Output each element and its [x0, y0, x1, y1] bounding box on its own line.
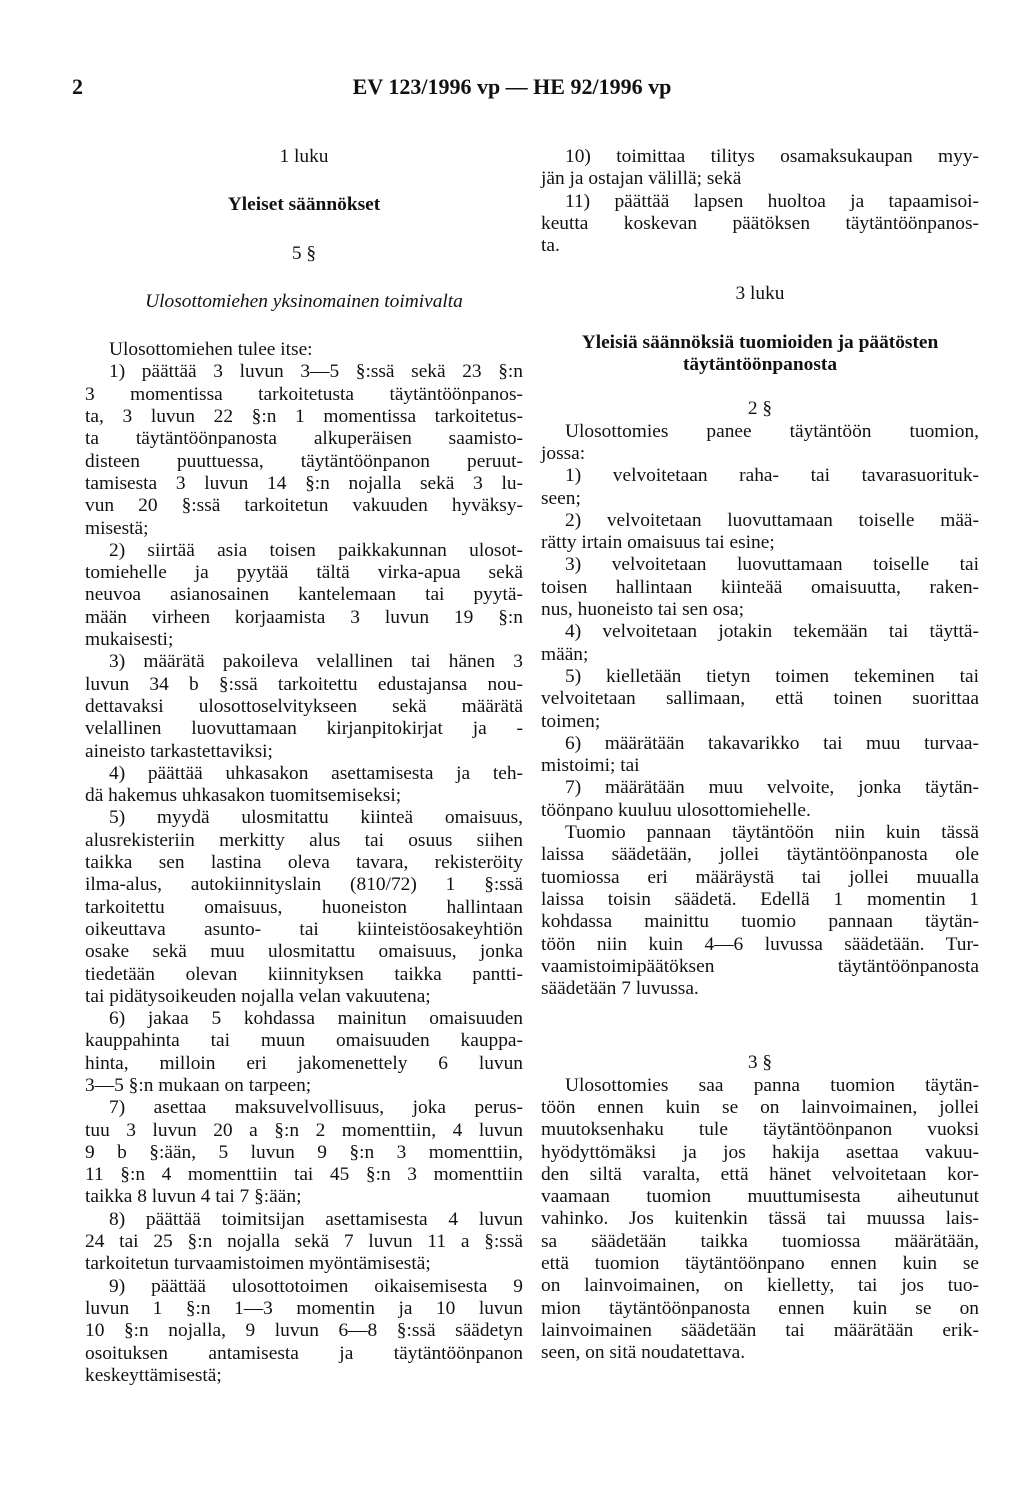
text-line: laissa toisin säädetä. Edellä 1 momentin 1 [541, 888, 979, 910]
text-line: oikeuttava asunto- tai kiinteistöosakeyhtiön [85, 918, 523, 940]
text-line: neuvoa asianosainen kantelemaan tai pyytä- [85, 584, 523, 606]
text-line: tiedetään olevan kiinnityksen taikka pantti- [85, 963, 523, 985]
text-line: toimen; [541, 710, 601, 732]
text-line: nus, huoneisto tai sen osa; [541, 599, 745, 621]
text-line: jän ja ostajan välillä; sekä [541, 168, 742, 190]
text-line: tarkoitettu omaisuus, huoneiston hallintaan [85, 896, 523, 918]
text-line: ta täytäntöönpanosta alkuperäisen saamisto- [85, 428, 523, 450]
text-line: 4) velvoitetaan jotakin tekemään tai täyttä- [565, 621, 979, 643]
text-line: 8) päättää toimitsijan asettamisesta 4 luvun [109, 1208, 523, 1230]
section-3-label: 3 § [747, 1052, 773, 1074]
text-line: mään; [541, 643, 589, 665]
chapter-3-title-line-1: Yleisiä säännöksiä tuomioiden ja päätösten [581, 331, 939, 353]
text-line: tuomiossa eri määräystä tai jollei muualla [541, 866, 979, 888]
left-column [85, 146, 523, 1387]
text-line: keutta koskevan päätöksen täytäntöönpanos- [541, 212, 979, 234]
text-line: jossa: [541, 442, 586, 464]
chapter-1-title: Yleiset säännökset [227, 194, 381, 216]
text-line: toisen hallintaan kiinteää omaisuutta, raken- [541, 576, 979, 598]
text-line: tomiehelle ja pyytää tältä virka-apua sekä [85, 562, 523, 584]
text-line: töön ennen kuin se on lainvoimainen, jollei [541, 1096, 979, 1118]
text-line: rätty irtain omaisuus tai esine; [541, 532, 775, 554]
page-number: 2 [72, 74, 83, 99]
chapter-3-label: 3 luku [735, 283, 785, 305]
text-line: velallinen luovuttamaan kirjanpitokirjat ja - [85, 718, 523, 740]
text-line: 6) jakaa 5 kohdassa mainitun omaisuuden [109, 1008, 523, 1030]
section-2-body [541, 421, 979, 1001]
text-line: töön niin kuin 4—6 luvussa säädetään. Tur- [541, 933, 979, 955]
chapter-3-title-line-2: täytäntöönpanosta [682, 354, 838, 376]
text-line: misestä; [85, 517, 149, 539]
text-line: kauppahinta tai muun omaisuuden kauppa- [85, 1030, 523, 1052]
text-line: vaamaan tuomion muuttumisesta aiheutunut [541, 1186, 979, 1208]
text-line: taikka 8 luvun 4 tai 7 §:ään; [85, 1186, 302, 1208]
text-line: seen, on sitä noudatettava. [541, 1342, 746, 1364]
text-line: alusrekisteriin merkitty alus tai osuus siihen [85, 829, 523, 851]
section-2-label: 2 § [747, 398, 773, 420]
text-line: tai pidätysoikeuden nojalla velan vakuutena; [85, 985, 431, 1007]
text-line: säädetään 7 luvussa. [541, 978, 699, 1000]
text-line: hyödyttömäksi ja jos hakija asettaa vakuu- [541, 1141, 979, 1163]
text-line: luvun 34 b §:ssä tarkoitettu edustajansa nou- [85, 673, 523, 695]
text-line: 1) päättää 3 luvun 3—5 §:ssä sekä 23 §:n [109, 361, 523, 383]
text-line: 9 b §:ään, 5 luvun 9 §:n 3 momenttiin, [85, 1141, 523, 1163]
text-line: aineisto tarkastettaviksi; [85, 740, 273, 762]
right-column [541, 146, 979, 1365]
text-line: 4) päättää uhkasakon asettamisesta ja teh- [109, 762, 523, 784]
text-line: 5) myydä ulosmitattu kiinteä omaisuus, [109, 807, 523, 829]
text-line: 11) päättää lapsen huoltoa ja tapaamisoi- [565, 190, 979, 212]
text-line: keskeyttämisestä; [85, 1364, 222, 1386]
text-line: 3—5 §:n mukaan on tarpeen; [85, 1074, 312, 1096]
chapter-1-label: 1 luku [279, 146, 329, 167]
section-5-continuation [541, 146, 979, 257]
text-line: 1) velvoitetaan raha- tai tavarasuorituk- [565, 465, 979, 487]
text-line: Tuomio pannaan täytäntöön niin kuin tässä [565, 822, 979, 844]
text-line: että tuomion täytäntöönpano ennen kuin se [541, 1253, 979, 1275]
text-line: mukaisesti; [85, 629, 174, 651]
text-line: Ulosottomies panee täytäntöön tuomion, [565, 420, 979, 442]
text-line: tuu 3 luvun 20 a §:n 2 momenttiin, 4 luvun [85, 1119, 523, 1141]
text-line: 3) velvoitetaan luovuttamaan toiselle tai [565, 554, 979, 576]
text-line: osake sekä muu ulosmitattu omaisuus, jonka [85, 941, 523, 963]
running-head: EV 123/1996 vp — HE 92/1996 vp [352, 74, 672, 99]
text-line: luvun 1 §:n 1—3 momentin ja 10 luvun [85, 1297, 523, 1319]
text-line: 10) toimittaa tilitys osamaksukaupan myy- [565, 146, 979, 167]
text-line: 6) määrätään takavarikko tai muu turvaa- [565, 732, 979, 754]
text-line: töönpano kuuluu ulosottomiehelle. [541, 799, 811, 821]
text-line: disteen puuttuessa, täytäntöönpanon peruut- [85, 450, 523, 472]
text-line: vahinko. Jos kuitenkin tässä tai muussa lais- [541, 1208, 979, 1230]
text-line: Ulosottomies saa panna tuomion täytän- [565, 1074, 979, 1096]
text-line: 11 §:n 4 momenttiin tai 45 §:n 3 momenttiin [85, 1164, 523, 1186]
text-line: sa säädetään taikka tuomiossa määrätään, [541, 1230, 979, 1252]
text-line: 7) määrätään muu velvoite, jonka täytän- [565, 777, 979, 799]
text-line: vaamistoimipäätöksen täytäntöönpanosta [541, 955, 979, 977]
text-line: den siltä varalta, että hänet velvoitetaan kor- [541, 1163, 979, 1185]
text-line: osoituksen antamisesta ja täytäntöönpanon [85, 1342, 523, 1364]
text-line: taikka sen lastina oleva tavara, rekisteröity [85, 852, 523, 874]
text-line: dä hakemus uhkasakon tuomitsemiseksi; [85, 785, 402, 807]
text-line: dettavaksi ulosottoselvitykseen sekä määrätä [85, 695, 523, 717]
section-5-heading: Ulosottomiehen yksinomainen toimivalta [145, 290, 463, 312]
text-line: ilma-alus, autokiinnityslain (810/72) 1 §:ssä [85, 874, 523, 896]
text-line: mion täytäntöönpanosta ennen kuin se on [541, 1297, 979, 1319]
text-line: vun 20 §:ssä tarkoitetun vakuuden hyväksy- [85, 495, 523, 517]
text-line: velvoitetaan sallimaan, että toinen suorittaa [541, 688, 979, 710]
text-line: ta. [541, 235, 560, 257]
text-line: kohdassa mainittu tuomio pannaan täytän- [541, 911, 979, 933]
text-line: 9) päättää ulosottotoimen oikaisemisesta 9 [109, 1275, 523, 1297]
text-line: tamisesta 3 luvun 14 §:n nojalla sekä 3 lu- [85, 472, 523, 494]
text-line: hinta, milloin eri jakomenettely 6 luvun [85, 1052, 523, 1074]
section-5-label: 5 § [291, 242, 317, 264]
text-line: on lainvoimainen, on kielletty, tai jos tuo- [541, 1275, 979, 1297]
text-line: 10 §:n nojalla, 9 luvun 6—8 §:ssä säädetyn [85, 1320, 523, 1342]
text-line: laissa säädetään, jollei täytäntöönpanosta ole [541, 844, 979, 866]
text-line: mistoimi; tai [541, 755, 640, 777]
section-3-body [541, 1075, 979, 1365]
text-line: seen; [541, 487, 581, 509]
text-line: tarkoitetun turvaamistoimen myöntämisestä; [85, 1253, 431, 1275]
text-line: 2) siirtää asia toisen paikkakunnan ulosot- [109, 539, 523, 561]
section-5-body [85, 339, 523, 1387]
text-line: mään virheen korjaamista 3 luvun 19 §:n [85, 606, 523, 628]
text-line: 24 tai 25 §:n nojalla sekä 7 luvun 11 a §:ssä [85, 1231, 523, 1253]
text-line: 2) velvoitetaan luovuttamaan toiselle mää- [565, 509, 979, 531]
text-line: 3 momentissa tarkoitetusta täytäntöönpanos- [85, 383, 523, 405]
text-line: 5) kielletään tietyn toimen tekeminen tai [565, 665, 979, 687]
text-line: 7) asettaa maksuvelvollisuus, joka perus- [109, 1097, 523, 1119]
text-line: ta, 3 luvun 22 §:n 1 momentissa tarkoitetus- [85, 406, 523, 428]
text-line: muutoksenhaku tule täytäntöönpanon vuoksi [541, 1119, 979, 1141]
text-line: 3) määrätä pakoileva velallinen tai hänen 3 [109, 651, 523, 673]
text-line: lainvoimainen säädetään tai määrätään erik- [541, 1319, 979, 1341]
text-line: Ulosottomiehen tulee itse: [109, 339, 313, 361]
